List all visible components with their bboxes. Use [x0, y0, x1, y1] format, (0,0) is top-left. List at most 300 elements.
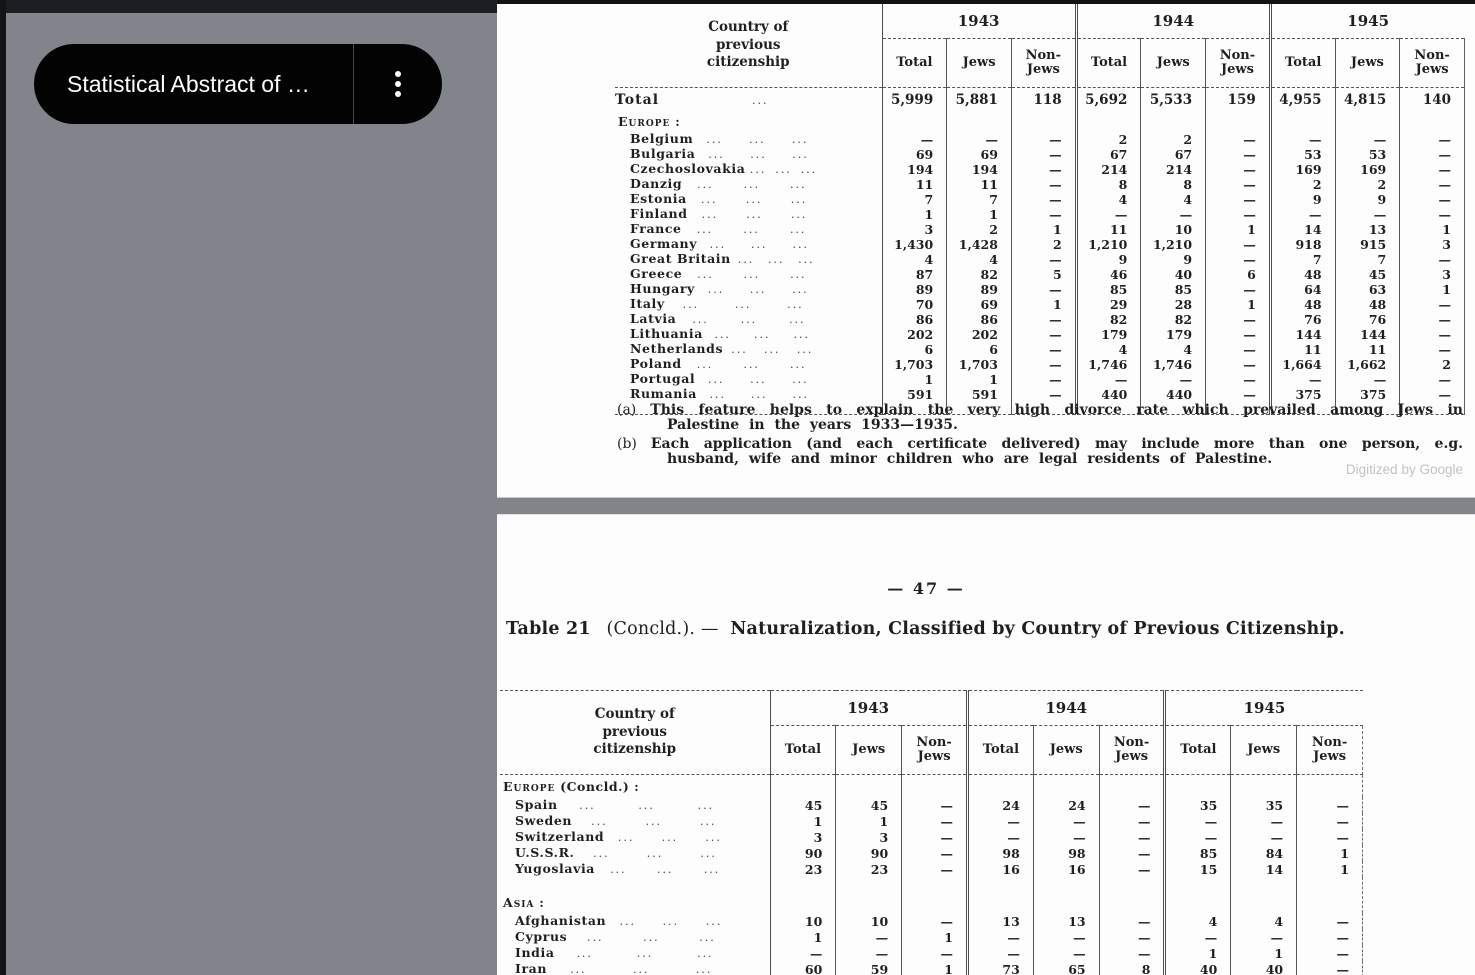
row-label-cell [500, 861, 770, 877]
value-cell: 1 [902, 929, 968, 945]
value-cell: — [902, 797, 968, 813]
dot-leader: ... [706, 133, 723, 146]
value-cell: — [1011, 252, 1076, 267]
value-cell [967, 877, 1033, 913]
page-canvas-1[interactable] [497, 4, 1475, 498]
dot-leader: ... [703, 863, 721, 876]
value-cell: 84 [1231, 845, 1297, 861]
value-cell: 3 [882, 222, 947, 237]
dot-leader: ... [745, 193, 763, 206]
dot-leader: ... [697, 799, 715, 812]
value-cell: — [967, 813, 1033, 829]
row-label-cell [615, 132, 882, 147]
dot-leader: ... [743, 358, 760, 371]
value-cell: 10 [836, 913, 902, 929]
value-cell: 4 [1076, 342, 1141, 357]
row-label: Estonia [630, 191, 687, 206]
value-cell: — [1400, 192, 1465, 207]
dot-leader: ... [751, 238, 768, 251]
value-cell: — [1206, 312, 1271, 327]
value-cell: 3 [770, 829, 836, 845]
year-header-1944: 1944 [967, 691, 1164, 726]
value-cell: — [967, 945, 1033, 961]
value-cell: 194 [882, 162, 947, 177]
value-cell: 7 [1270, 252, 1335, 267]
value-cell: 85 [1141, 282, 1206, 297]
value-cell: 7 [1335, 252, 1400, 267]
dot-leader: ... [697, 178, 714, 191]
value-cell: — [1099, 861, 1165, 877]
row-label: Greece [630, 266, 683, 281]
value-cell: 2 [947, 222, 1012, 237]
dot-leader: ... [750, 373, 767, 386]
value-cell: 13 [1335, 222, 1400, 237]
value-cell: 5,881 [947, 88, 1012, 113]
value-cell: 7 [947, 192, 1012, 207]
value-cell: 4 [1165, 913, 1231, 929]
value-cell: 3 [1400, 237, 1465, 252]
value-cell: — [1141, 372, 1206, 387]
value-cell: 16 [967, 861, 1033, 877]
dot-leader: ... [705, 915, 723, 928]
value-cell: 1 [1011, 222, 1076, 237]
year-header-1945: 1945 [1165, 691, 1363, 726]
value-cell: 53 [1335, 147, 1400, 162]
row-label: Czechoslovakia [630, 161, 746, 176]
value-cell: — [1141, 207, 1206, 222]
value-cell: 1,430 [882, 237, 947, 252]
table-row [615, 267, 1465, 282]
row-label-cell [500, 813, 770, 829]
value-cell: 45 [1335, 267, 1400, 282]
dot-leader: ... [699, 931, 716, 944]
dot-leader: ... [789, 358, 807, 371]
page-number: — 47 — [887, 579, 965, 598]
dot-leader: ... [645, 815, 663, 828]
value-cell [902, 775, 968, 798]
value-cell: — [1076, 207, 1141, 222]
row-label-cell [500, 829, 770, 845]
value-cell: — [1033, 829, 1099, 845]
value-cell: — [1335, 207, 1400, 222]
dot-leader: ... [697, 947, 714, 960]
value-cell: — [1011, 282, 1076, 297]
value-cell: 13 [1033, 913, 1099, 929]
value-cell: — [967, 929, 1033, 945]
row-label: Danzig [630, 176, 683, 191]
row-label: Afghanistan [515, 913, 607, 928]
table-row [615, 207, 1465, 222]
table-row [500, 913, 1363, 929]
row-label: Great Britain [630, 251, 731, 266]
value-cell: — [1033, 945, 1099, 961]
value-cell: 82 [947, 267, 1012, 282]
total-row [615, 88, 1465, 113]
value-cell: 5,692 [1076, 88, 1141, 113]
row-label-cell [615, 237, 882, 252]
value-cell: — [1270, 207, 1335, 222]
dot-leader: ... [787, 298, 804, 311]
dot-leader: ... [695, 963, 713, 975]
value-cell: — [902, 845, 968, 861]
row-label-cell [500, 877, 770, 913]
value-cell: 915 [1335, 237, 1400, 252]
row-label-cell [615, 312, 882, 327]
dot-leader: ... [792, 148, 809, 161]
value-cell: 202 [882, 327, 947, 342]
value-cell: — [1400, 372, 1465, 387]
table-row [500, 861, 1363, 877]
table-row [500, 945, 1363, 961]
value-cell: 82 [1076, 312, 1141, 327]
col-header-total: Total [967, 726, 1033, 775]
row-label-cell [615, 342, 882, 357]
value-cell: 1,428 [947, 237, 1012, 252]
dot-leader: ... [746, 208, 763, 221]
value-cell: 11 [1270, 342, 1335, 357]
col-header-nonjews: Non-Jews [1011, 39, 1076, 88]
dot-leader: ... [792, 238, 810, 251]
value-cell: — [1099, 813, 1165, 829]
value-cell: 82 [1141, 312, 1206, 327]
section-label: Europe : [618, 114, 681, 129]
value-cell: — [1400, 252, 1465, 267]
value-cell [1033, 775, 1099, 798]
value-cell: 87 [882, 267, 947, 282]
book-title-chip[interactable] [34, 44, 442, 124]
value-cell: 24 [1033, 797, 1099, 813]
value-cell: — [882, 132, 947, 147]
value-cell: — [1011, 132, 1076, 147]
value-cell: 2 [1141, 132, 1206, 147]
value-cell: 118 [1011, 88, 1076, 113]
value-cell: — [1400, 312, 1465, 327]
value-cell: — [1400, 327, 1465, 342]
value-cell: 45 [770, 797, 836, 813]
value-cell [1099, 877, 1165, 913]
value-cell: 85 [1076, 282, 1141, 297]
dot-leader: ... [682, 298, 700, 311]
value-cell: 375 [1270, 387, 1335, 415]
table-body [500, 775, 1363, 975]
value-cell: — [1099, 929, 1165, 945]
value-cell: — [1011, 327, 1076, 342]
dot-leader: ... [743, 223, 760, 236]
value-cell: — [1206, 372, 1271, 387]
dot-leader: ... [662, 915, 680, 928]
table-row [615, 237, 1465, 252]
value-cell: 40 [1141, 267, 1206, 282]
value-cell: 69 [882, 147, 947, 162]
dot-leader: ... [709, 388, 726, 401]
dot-leader: ... [789, 313, 806, 326]
row-label-cell [615, 207, 882, 222]
section-label: Asia : [503, 894, 545, 910]
dot-leader: ... [593, 847, 610, 860]
dot-leader: ... [696, 223, 714, 236]
row-label: Spain [515, 797, 558, 812]
value-cell: 1 [882, 207, 947, 222]
dot-leader: ... [610, 863, 627, 876]
value-cell [1033, 877, 1099, 913]
col-header-jews: Jews [836, 726, 902, 775]
dot-leader: ... [570, 963, 587, 975]
value-cell: — [1206, 282, 1271, 297]
overflow-menu-button[interactable] [354, 44, 442, 124]
row-label: Cyprus [515, 929, 568, 944]
dot-leader: ... [643, 931, 660, 944]
dot-leader: ... [792, 283, 809, 296]
panel-top-bar [0, 0, 497, 13]
value-cell: 1 [1297, 861, 1363, 877]
value-cell: 28 [1141, 297, 1206, 312]
value-cell: 1 [1297, 845, 1363, 861]
naturalization-table-europe [615, 4, 1465, 415]
row-label-cell [615, 88, 882, 113]
dot-leader: ... [579, 799, 596, 812]
book-title-label: Statistical Abstract of … [67, 70, 310, 97]
value-cell: 3 [836, 829, 902, 845]
value-cell: 2 [1400, 357, 1465, 372]
value-cell: — [1206, 237, 1271, 252]
year-header-row [615, 4, 1465, 39]
value-cell: — [1400, 297, 1465, 312]
section-label: Europe (Concld.) : [503, 778, 640, 794]
value-cell: — [1297, 929, 1363, 945]
row-label: Portugal [630, 371, 696, 386]
value-cell: — [1099, 797, 1165, 813]
table-row [500, 929, 1363, 945]
row-label: Belgium [630, 131, 694, 146]
value-cell: — [1297, 913, 1363, 929]
document-pane [497, 0, 1475, 975]
row-label-cell [615, 372, 882, 387]
value-cell: 1 [902, 961, 968, 975]
value-cell: 1,703 [882, 357, 947, 372]
value-cell [836, 775, 902, 798]
table-title-prefix: Table 21 [506, 619, 591, 639]
row-label: Germany [630, 236, 698, 251]
year-header-row [500, 691, 1363, 726]
value-cell: 9 [1141, 252, 1206, 267]
value-cell: 375 [1335, 387, 1400, 415]
value-cell: 2 [1076, 132, 1141, 147]
value-cell: 4 [947, 252, 1012, 267]
value-cell: 1,703 [947, 357, 1012, 372]
value-cell: 70 [882, 297, 947, 312]
value-cell: 60 [770, 961, 836, 975]
value-cell: 46 [1076, 267, 1141, 282]
dot-leader: ... [656, 863, 674, 876]
value-cell: — [1270, 372, 1335, 387]
value-cell: — [1297, 961, 1363, 975]
col-header-jews: Jews [1141, 39, 1206, 88]
value-cell: — [967, 829, 1033, 845]
value-cell: — [1033, 929, 1099, 945]
value-cell: — [1297, 829, 1363, 845]
dot-leader: ... [619, 915, 637, 928]
row-label-cell [615, 177, 882, 192]
table-row [500, 797, 1363, 813]
value-cell: 1,210 [1141, 237, 1206, 252]
col-header-total: Total [770, 726, 836, 775]
value-cell: 69 [947, 147, 1012, 162]
dot-leader: ... [701, 208, 719, 221]
value-cell: 63 [1335, 282, 1400, 297]
value-cell: 10 [1141, 222, 1206, 237]
dot-leader: ... [790, 208, 808, 221]
value-cell [1297, 775, 1363, 798]
row-label: Lithuania [630, 326, 703, 341]
value-cell: 98 [1033, 845, 1099, 861]
value-cell: — [770, 945, 836, 961]
value-cell: 23 [770, 861, 836, 877]
row-label-cell [500, 913, 770, 929]
table-row [615, 147, 1465, 162]
col-header-nonjews: Non-Jews [902, 726, 968, 775]
value-cell: 179 [1141, 327, 1206, 342]
value-cell: 40 [1165, 961, 1231, 975]
year-header-1944: 1944 [1076, 4, 1270, 39]
table-row [615, 297, 1465, 312]
stub-header: Country of previous citizenship [615, 4, 882, 88]
dot-leader: ... [636, 947, 654, 960]
value-cell: 86 [882, 312, 947, 327]
value-cell: 7 [882, 192, 947, 207]
footnotes [617, 403, 1463, 471]
value-cell: 8 [1076, 177, 1141, 192]
col-header-total: Total [1165, 726, 1231, 775]
row-label-cell [500, 775, 770, 798]
value-cell: — [1335, 132, 1400, 147]
row-label-cell [615, 112, 882, 132]
value-cell [1231, 877, 1297, 913]
value-cell: 90 [770, 845, 836, 861]
value-cell [1165, 877, 1231, 913]
value-cell: 144 [1335, 327, 1400, 342]
value-cell: 159 [1206, 88, 1271, 113]
value-cell: 23 [836, 861, 902, 877]
value-cell: 194 [947, 162, 1012, 177]
row-label: Netherlands [630, 341, 724, 356]
value-cell: — [1206, 147, 1271, 162]
value-cell: — [1011, 357, 1076, 372]
value-cell: 89 [882, 282, 947, 297]
dot-leader: ... [798, 253, 815, 266]
footnote-a [617, 403, 1463, 432]
value-cell: 1 [1400, 282, 1465, 297]
value-cell: 6 [947, 342, 1012, 357]
value-cell: 29 [1076, 297, 1141, 312]
table-row [500, 961, 1363, 975]
row-label-cell [615, 252, 882, 267]
value-cell: 59 [836, 961, 902, 975]
row-label-cell [615, 297, 882, 312]
table-title-mid: (Concld.). — [606, 619, 719, 639]
value-cell: 15 [1165, 861, 1231, 877]
value-cell [1206, 112, 1271, 132]
row-label: Bulgaria [630, 146, 696, 161]
col-header-jews: Jews [1335, 39, 1400, 88]
value-cell: — [1206, 357, 1271, 372]
page-canvas-2[interactable] [497, 514, 1475, 975]
table-row [615, 177, 1465, 192]
value-cell [1165, 775, 1231, 798]
value-cell: — [836, 929, 902, 945]
value-cell: — [1206, 252, 1271, 267]
dot-leader: ... [789, 223, 807, 236]
value-cell: — [902, 913, 968, 929]
value-cell: — [1011, 177, 1076, 192]
year-header-1943: 1943 [882, 4, 1076, 39]
value-cell: 9 [1270, 192, 1335, 207]
dot-leader: ... [708, 148, 725, 161]
dot-leader: ... [633, 963, 650, 975]
value-cell: — [1011, 387, 1076, 415]
dot-leader: ... [697, 268, 714, 281]
value-cell: 67 [1141, 147, 1206, 162]
row-label: India [515, 945, 555, 960]
row-label-cell [615, 222, 882, 237]
value-cell: 4 [1231, 913, 1297, 929]
value-cell: — [1400, 147, 1465, 162]
value-cell: 1 [836, 813, 902, 829]
value-cell: — [902, 861, 968, 877]
value-cell: 2 [1011, 237, 1076, 252]
row-label-cell [500, 797, 770, 813]
col-header-jews: Jews [1231, 726, 1297, 775]
value-cell: 13 [967, 913, 1033, 929]
row-label: Iran [515, 961, 548, 975]
row-label-cell [615, 147, 882, 162]
value-cell: 5,533 [1141, 88, 1206, 113]
table-row [615, 192, 1465, 207]
value-cell: — [1297, 945, 1363, 961]
value-cell: — [1099, 945, 1165, 961]
value-cell: 1 [1165, 945, 1231, 961]
table-row [615, 252, 1465, 267]
row-label: Italy [630, 296, 665, 311]
value-cell: 6 [882, 342, 947, 357]
value-cell: 4 [1141, 192, 1206, 207]
value-cell: — [836, 945, 902, 961]
row-label: France [630, 221, 682, 236]
value-cell: 591 [882, 387, 947, 415]
value-cell: — [1033, 813, 1099, 829]
dot-leader: ... [800, 163, 818, 176]
value-cell: 5 [1011, 267, 1076, 282]
value-cell: — [1231, 829, 1297, 845]
dot-leader: ... [700, 847, 717, 860]
value-cell: 1 [1206, 297, 1271, 312]
value-cell: — [1165, 829, 1231, 845]
dot-leader: ... [749, 163, 767, 176]
value-cell: 24 [967, 797, 1033, 813]
value-cell: 65 [1033, 961, 1099, 975]
value-cell: 73 [967, 961, 1033, 975]
row-label: Total [615, 91, 660, 108]
value-cell: 440 [1141, 387, 1206, 415]
col-header-nonjews: Non-Jews [1400, 39, 1465, 88]
value-cell: — [1011, 312, 1076, 327]
row-label-cell [615, 327, 882, 342]
value-cell: — [902, 813, 968, 829]
value-cell: — [1400, 342, 1465, 357]
value-cell: 40 [1231, 961, 1297, 975]
value-cell [1297, 877, 1363, 913]
value-cell: — [1011, 162, 1076, 177]
value-cell: 11 [1076, 222, 1141, 237]
